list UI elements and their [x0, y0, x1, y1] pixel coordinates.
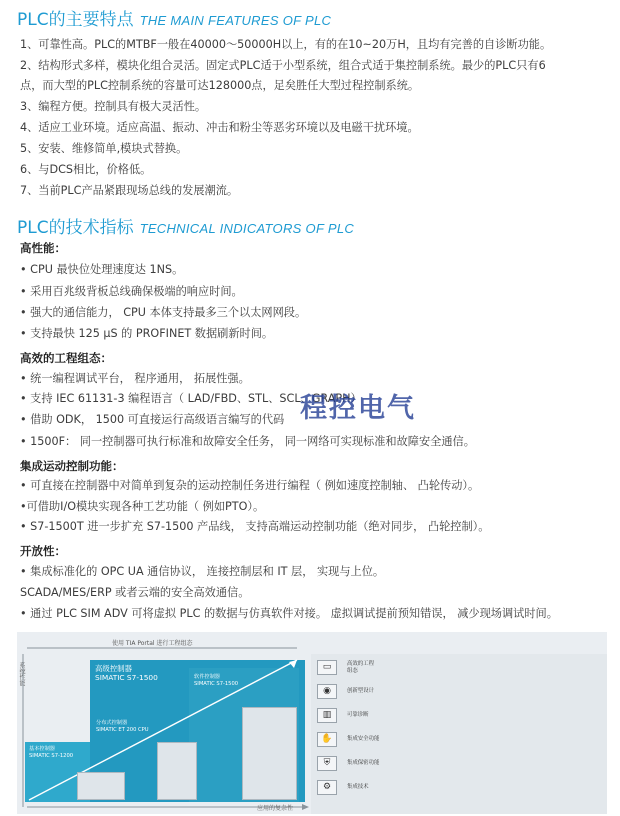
- spec-item: • 可直接在控制器中对简单到复杂的运动控制任务进行编程（ 例如速度控制轴、 凸轮传动）。: [20, 479, 480, 492]
- spec-item: • S7-1500T 进一步扩充 S7-1500 产品线， 支持高端运动控制功能（绝对同步， 凸轮控制）。: [20, 520, 490, 533]
- tier-advanced-model: SIMATIC S7-1500: [95, 673, 158, 682]
- feature-line: 1、可靠性高。PLC的MTBF一般在40000～50000H以上，有的在10~20万H，且均有完善的自诊断功能。: [20, 38, 552, 51]
- section-specs-title-en: TECHNICAL INDICATORS OF PLC: [139, 221, 355, 236]
- tier-software-name: 软件控制器: [194, 674, 220, 680]
- s7-1200-hardware: [77, 772, 125, 800]
- feature-item: [317, 732, 397, 748]
- spec-group-heading: 高效的工程组态：: [20, 351, 112, 365]
- section-features-title-en: THE MAIN FEATURES OF PLC: [139, 13, 332, 28]
- controller-portfolio-diagram: [17, 632, 607, 814]
- spec-item: • 通过 PLC SIM ADV 可将虚拟 PLC 的数据与仿真软件对接。 虚拟调试提前预知错误， 减少现场调试时间。: [20, 607, 558, 620]
- feature-line: 3、编程方便。控制具有极大灵活性。: [20, 100, 207, 113]
- spec-item: • 集成标准化的 OPC UA 通信协议， 连接控制层和 IT 层， 实现与上位。: [20, 565, 385, 578]
- section-features-title: [17, 3, 331, 31]
- feature-item: [317, 660, 397, 676]
- feature-item: [317, 756, 397, 772]
- feature-line: 7、当前PLC产品紧跟现场总线的发展潮流。: [20, 184, 239, 197]
- tier-distributed-label: [96, 720, 149, 734]
- section-specs-title-cn: PLC的技术指标: [17, 218, 134, 238]
- feature-line: 点，而大型的PLC控制系统的容量可达128000点，足矣胜任大型过程控制系统。: [20, 79, 420, 92]
- spec-item: • 借助 ODK， 1500 可直接运行高级语言编写的代码: [20, 413, 285, 426]
- spec-group-heading: 开放性：: [20, 544, 66, 558]
- feature-label: 可靠诊断: [347, 712, 369, 718]
- tier-basic-label: [29, 746, 73, 760]
- spec-item: • CPU 最快位处理速度达 1NS。: [20, 263, 184, 276]
- tier-advanced-label: [95, 664, 158, 682]
- feature-label: [347, 661, 374, 675]
- spec-item: • 支持 IEC 61131-3 编程语言（ LAD/FBD、STL、SCL、GRAPH）: [20, 392, 362, 405]
- feature-item: [317, 684, 397, 700]
- spec-group-heading: 集成运动控制功能：: [20, 459, 124, 473]
- spec-item: • 强大的通信能力， CPU 本体支持最多三个以太网网段。: [20, 306, 307, 319]
- tier-advanced-name: 高级控制器: [95, 664, 132, 673]
- spec-item: • 统一编程调试平台， 程序通用， 拓展性强。: [20, 372, 250, 385]
- feature-label: 集成保密功能: [347, 760, 380, 766]
- tier-basic-name: 基本控制器: [29, 746, 55, 752]
- tier-basic-model: SIMATIC S7-1200: [29, 753, 74, 759]
- diagram-top-label: 使用 TIA Portal 进行工程组态: [112, 640, 193, 647]
- spec-item: • 采用百兆级背板总线确保极端的响应时间。: [20, 285, 243, 298]
- diagram-side-label: 系统性能: [18, 662, 25, 686]
- feature-label-line: 高效的工程: [347, 661, 374, 667]
- spec-group-heading: 高性能：: [20, 241, 66, 255]
- feature-label-line: 组态: [347, 668, 358, 674]
- hand-icon: ✋: [317, 732, 337, 747]
- monitor-icon: ▭: [317, 660, 337, 675]
- feature-line: 5、安装、维修简单,模块式替换。: [20, 142, 188, 155]
- section-specs-title: [17, 211, 354, 239]
- feature-item: [317, 780, 397, 796]
- watermark-text: 程控电气: [300, 393, 416, 424]
- feature-label: 集成技术: [347, 784, 369, 790]
- diagram-bottom-label: 应用的复杂性: [257, 805, 294, 812]
- tier-software-label: [194, 674, 238, 688]
- eye-icon: ◉: [317, 684, 337, 699]
- tier-distributed-name: 分布式控制器: [96, 720, 128, 726]
- feature-label: 集成安全功能: [347, 736, 380, 742]
- section-features-title-cn: PLC的主要特点: [17, 10, 134, 30]
- feature-item: [317, 708, 397, 724]
- shield-icon: ⛨: [317, 756, 337, 771]
- gears-icon: ⚙: [317, 780, 337, 795]
- et200-hardware: [157, 742, 197, 800]
- feature-label: 创新型设计: [347, 688, 374, 694]
- spec-item: • 1500F： 同一控制器可执行标准和故障安全任务， 同一网络可实现标准和故障安全通信。: [20, 435, 475, 448]
- spec-item: •可借助I/O模块实现各种工艺功能（ 例如PTO）。: [20, 500, 265, 513]
- spec-item: SCADA/MES/ERP 或者云端的安全高效通信。: [20, 586, 250, 599]
- feature-line: 4、适应工业环境。适应高温、振动、冲击和粉尘等恶劣环境以及电磁干扰环境。: [20, 121, 419, 134]
- feature-line: 2、结构形式多样，模块化组合灵活。固定式PLC适于小型系统，组合式适于集控制系统。最少的PLC只有6: [20, 59, 546, 72]
- tier-software-model: SIMATIC S7-1500: [194, 681, 239, 687]
- spec-item: • 支持最快 125 μS 的 PROFINET 数据刷新时间。: [20, 327, 274, 340]
- feature-line: 6、与DCS相比，价格低。: [20, 163, 152, 176]
- chart-icon: ▥: [317, 708, 337, 723]
- s7-1500-hardware: [242, 707, 297, 800]
- tier-distributed-model: SIMATIC ET 200 CPU: [96, 727, 149, 733]
